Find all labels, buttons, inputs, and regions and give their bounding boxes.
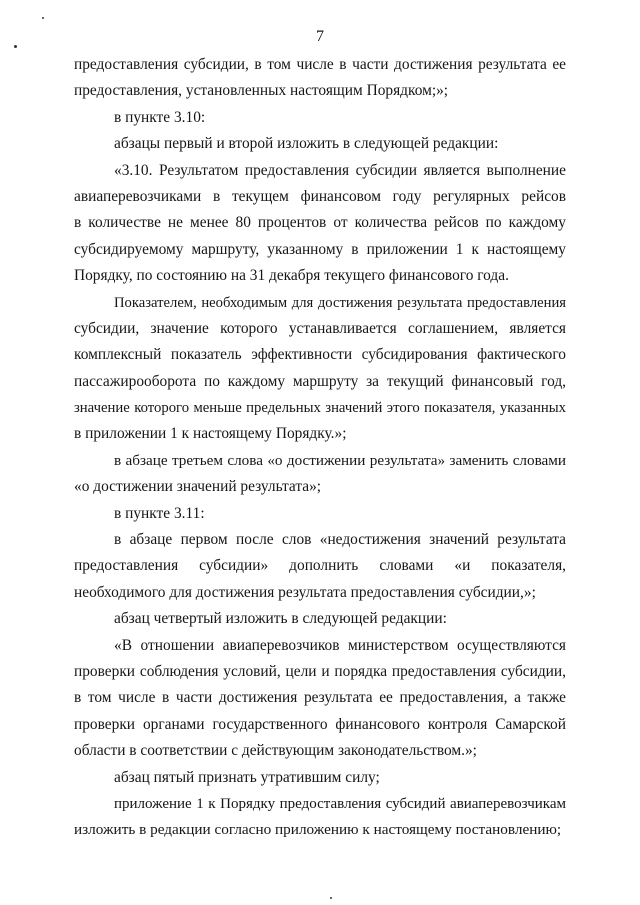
scan-speck <box>42 17 44 19</box>
text-line: в пункте 3.11: <box>114 504 205 522</box>
text-line: в том числе в части достижения результата ее предоставления, а также <box>74 689 566 707</box>
page-number: 7 <box>316 28 324 45</box>
text-line: абзац пятый признать утратившим силу; <box>114 768 380 786</box>
text-line: абзац четвертый изложить в следующей редакции: <box>114 610 447 628</box>
text-line: «3.10. Результатом предоставления субсидии является выполнение <box>114 161 566 179</box>
text-line: Порядку, по состоянию на 31 декабря текущего финансового года. <box>74 267 509 285</box>
text-line: проверки органами государственного финансового контроля Самарской <box>74 715 566 733</box>
text-line: абзацы первый и второй изложить в следующей редакции: <box>114 135 499 153</box>
text-line: в количестве не менее 80 процентов от количества рейсов по каждому <box>74 214 566 232</box>
text-line: предоставления субсидии» дополнить словами «и показателя, <box>74 557 566 575</box>
text-line: «В отношении авиаперевозчиков министерством осуществляются <box>114 636 566 654</box>
text-line: приложение 1 к Порядку предоставления субсидий авиаперевозчикам <box>114 795 566 812</box>
text-line: предоставления субсидии, в том числе в части достижения результата ее <box>74 56 566 73</box>
document-body <box>74 52 566 844</box>
text-line: авиаперевозчиками в текущем финансовом году регулярных рейсов <box>74 187 566 205</box>
text-line: предоставления, установленных настоящим Порядком;»; <box>74 82 449 100</box>
text-line: в приложении 1 к настоящему Порядку.»; <box>74 425 347 443</box>
text-line: необходимого для достижения результата предоставления субсидии,»; <box>74 583 536 601</box>
text-line: в абзаце первом после слов «недостижения значений результата <box>114 531 566 549</box>
text-line: области в соответствии с действующим законодательством.»; <box>74 742 477 760</box>
text-line: субсидии, значение которого устанавливается соглашением, является <box>74 319 566 337</box>
text-line: значение которого меньше предельных значений этого показателя, указанных <box>74 400 566 417</box>
scan-speck <box>330 897 332 899</box>
text-line: «о достижении значений результата»; <box>74 478 322 496</box>
text-line: проверки соблюдения условий, цели и порядка предоставления субсидии, <box>74 662 566 680</box>
text-line: в пункте 3.10: <box>114 108 206 126</box>
text-line: изложить в редакции согласно приложению к настоящему постановлению; <box>74 821 562 839</box>
text-line: субсидируемому маршруту, указанному в приложении 1 к настоящему <box>74 240 566 258</box>
text-line: Показателем, необходимым для достижения результата предоставления <box>114 294 566 311</box>
text-line: в абзаце третьем слова «о достижении результата» заменить словами <box>114 451 566 469</box>
text-line: пассажирооборота по каждому маршруту за текущий финансовый год, <box>74 372 566 390</box>
text-line: комплексный показатель эффективности субсидирования фактического <box>74 346 566 364</box>
